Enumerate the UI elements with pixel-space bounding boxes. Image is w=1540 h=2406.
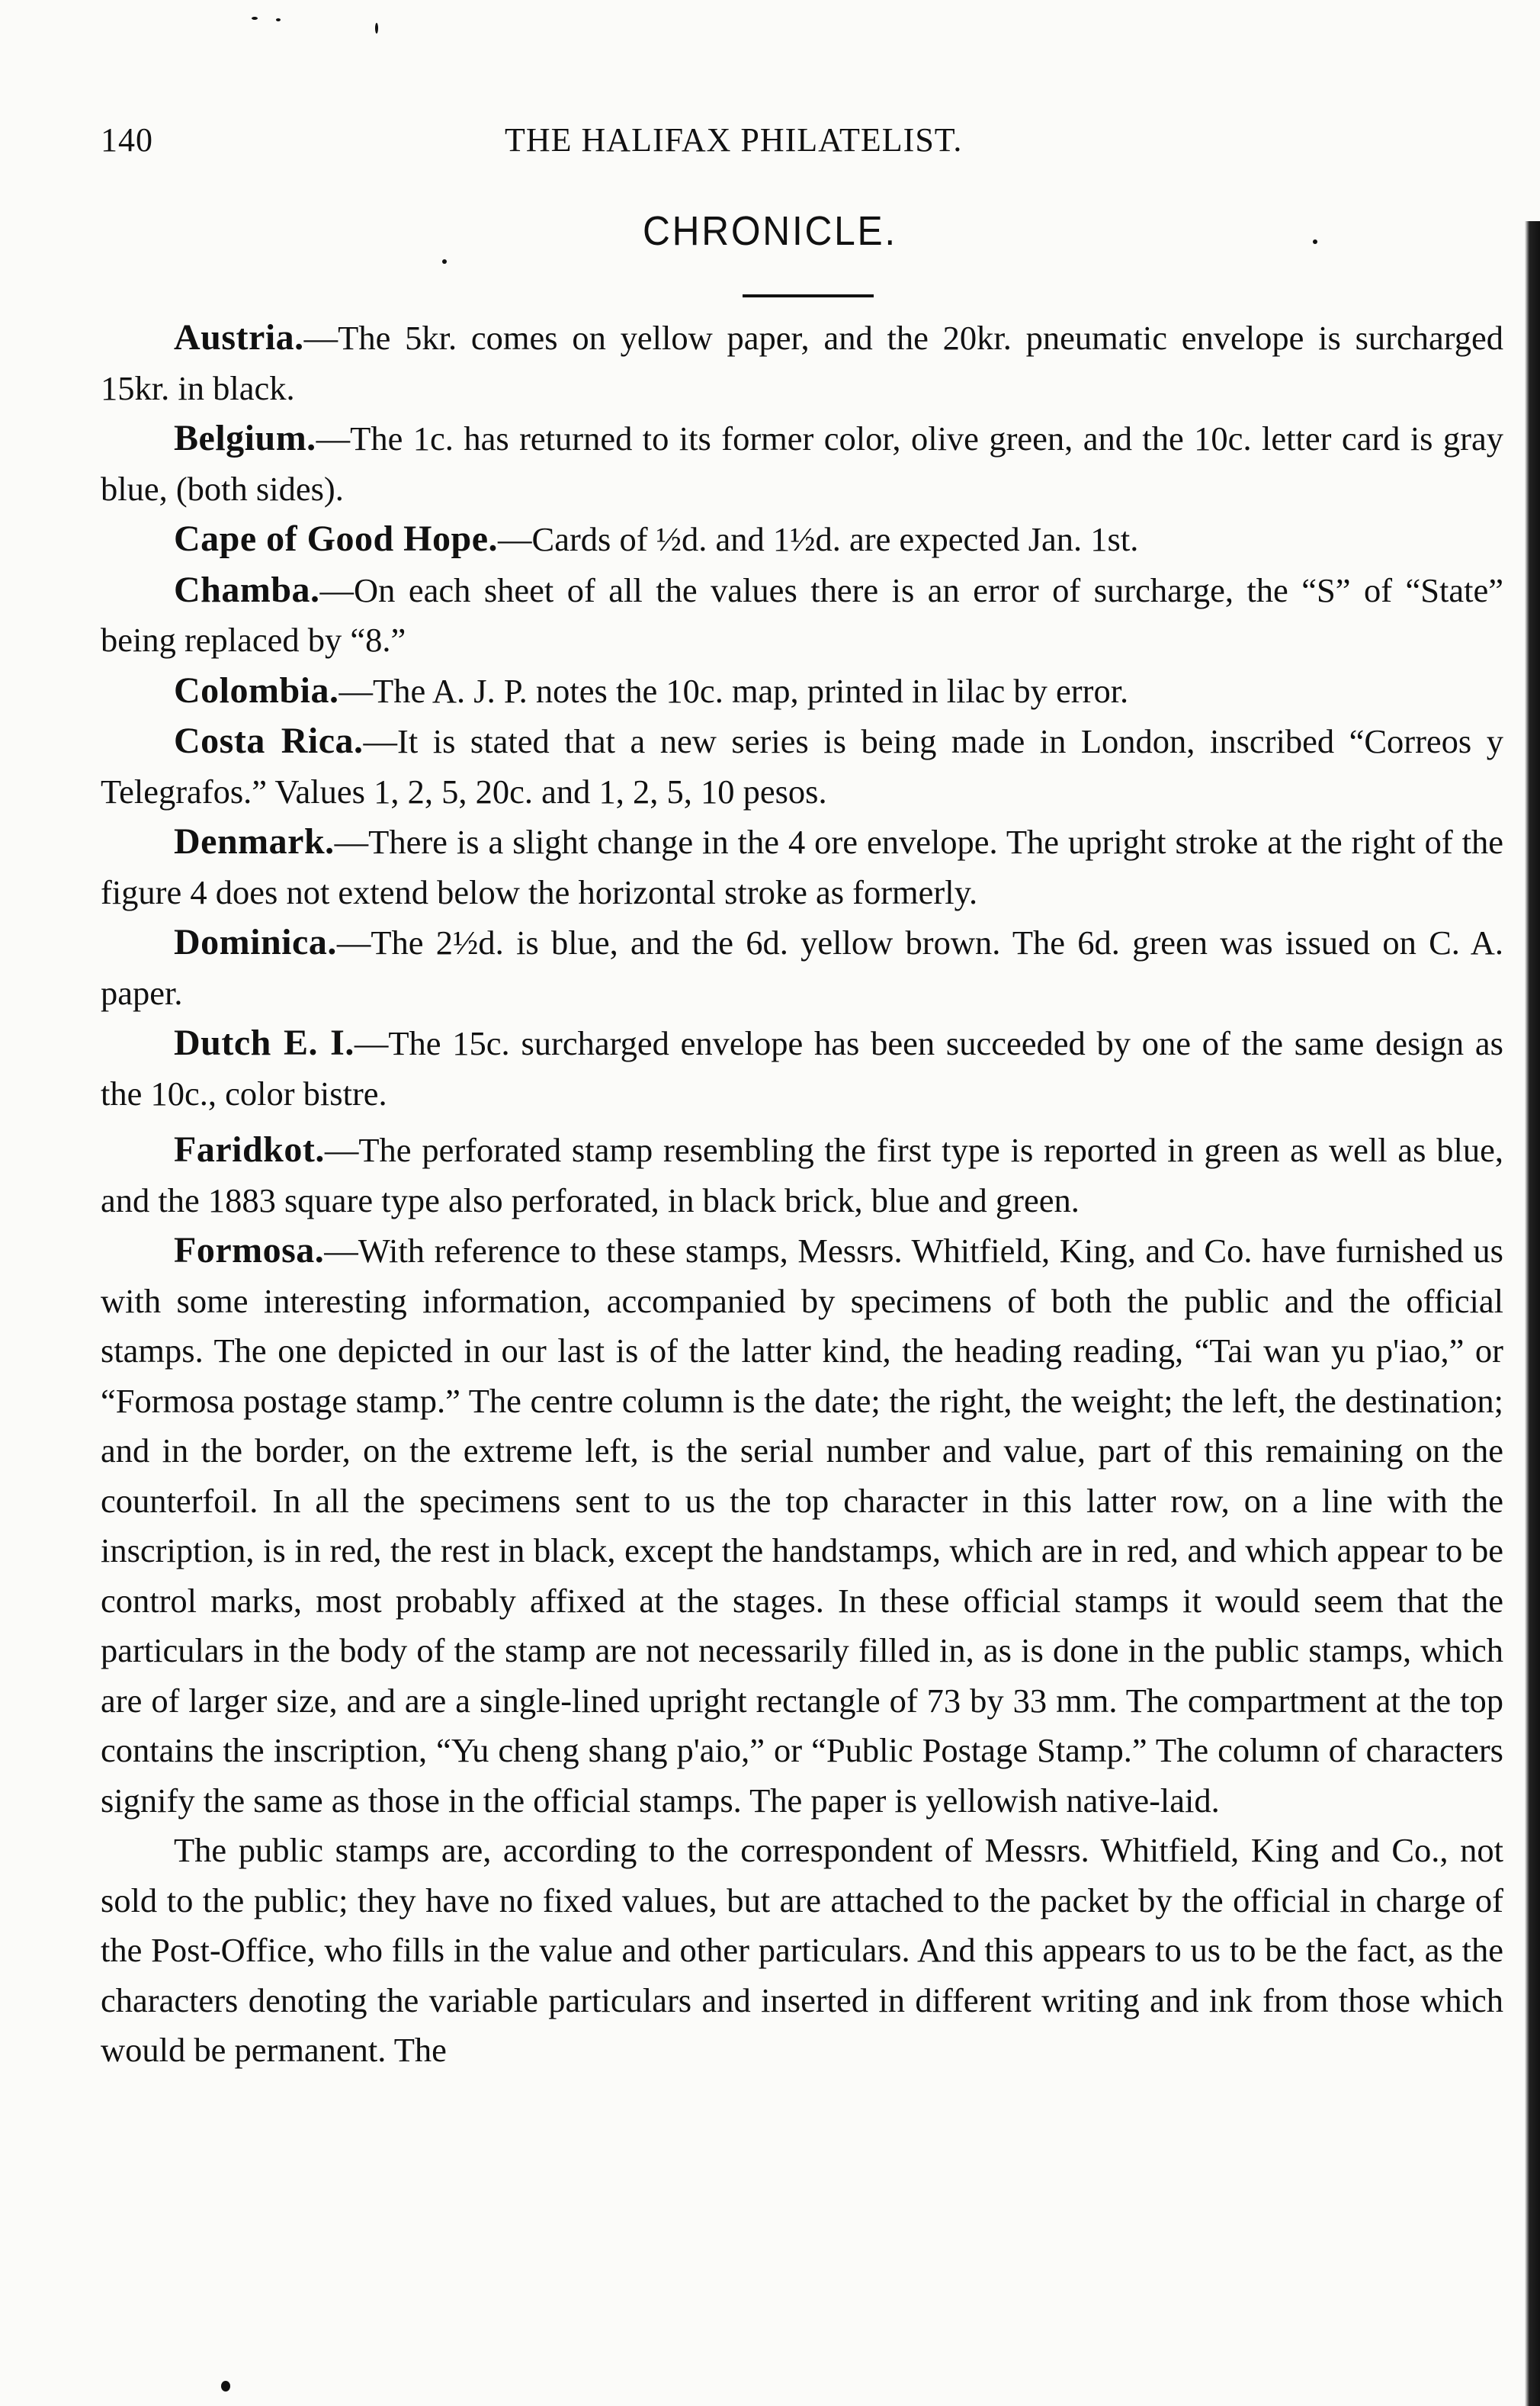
entry-cape-of-good-hope [101,514,1503,565]
entry-denmark [101,817,1503,917]
entry-text: —The 2½d. is blue, and the 6d. yellow brown. The 6d. green was issued on C. A. paper. [101,924,1503,1012]
country-heading: Denmark. [174,821,335,862]
print-speck [1313,239,1317,244]
page-header [101,120,1198,166]
entry-dutch-east-indies [101,1018,1503,1119]
country-heading: Chamba. [174,569,320,610]
country-heading: Colombia. [174,670,339,711]
entry-text: —It is stated that a new series is being made in London, inscribed “Correos y Telegrafos.” Values 1, 2, 5, 20c. and 1, 2, 5, 10 pesos. [101,722,1503,811]
page-edge-shadow [1525,221,1540,2406]
entry-text: —The 5kr. comes on yellow paper, and the 20kr. pneumatic envelope is surcharged 15kr. in black. [101,319,1503,407]
country-heading: Dominica. [174,922,337,962]
continuation-paragraph: The public stamps are, according to the correspondent of Messrs. Whitfield, King and Co., not sold to the public; they have no fixed values, but are attached to the packet by the official in charge of the Post-Office, who fills in the value and other particulars. And this appears to us to be the fact, as the characters denoting the variable particulars and inserted in different writing and ink from those which would be permanent. The [101,1831,1503,2069]
entry-text: —The perforated stamp resembling the first type is reported in green as well as blue, and the 1883 square type also perforated, in black brick, blue and green. [101,1131,1503,1219]
entry-text: —The 15c. surcharged envelope has been succeeded by one of the same design as the 10c., color bistre. [101,1024,1503,1113]
country-heading: Costa Rica. [174,721,364,761]
entry-text: —On each sheet of all the values there is an error of surcharge, the “S” of “State” being replaced by “8.” [101,570,1503,659]
page-number: 140 [101,121,153,159]
entry-formosa [101,1225,1503,1826]
print-speck [442,259,447,264]
entry-text: —The 1c. has returned to its former color, olive green, and the 10c. letter card is gray blue, (both sides). [101,419,1503,508]
entry-text: —With reference to these stamps, Messrs. Whitfield, King, and Co. have furnished us with some interesting information, accompanied by specimens of both the public and the official stamps. The one depicted in our last is of the latter kind, the heading reading, “Tai wan yu p'iao,” or “Formosa postage stamp.” The centre column is the date; the right, the weight; the left, the destination; and in the border, on the extreme left, is the serial number and value, part of this remaining on the counterfoil. In all the specimens sent to us the top character in this latter row, on a line with the inscription, is in red, the rest in black, except the handstamps, which are in red, and which appear to be control marks, most probably affixed at the stages. In these official stamps it would seem that the particulars in the body of the stamp are not necessarily filled in, as is done in the public stamps, which are of larger size, and are a single-lined upright rectangle of 73 by 33 mm. The compartment at the top contains the inscription, “Yu cheng shang p'aio,” or “Public Postage Stamp.” The column of characters signify the same as those in the official stamps. The paper is yellowish native-laid. [101,1232,1503,1820]
entry-text: —The A. J. P. notes the 10c. map, printed in lilac by error. [338,671,1129,710]
print-speck [252,17,258,20]
country-heading: Dutch E. I. [174,1023,355,1063]
entry-costa-rica [101,716,1503,817]
print-speck [375,23,378,34]
entry-chamba [101,565,1503,666]
entry-belgium [101,413,1503,514]
country-heading: Formosa. [174,1230,325,1270]
entry-dominica [101,917,1503,1018]
country-heading: Belgium. [174,418,316,458]
section-title: CHRONICLE. [642,208,897,254]
title-rule [743,294,874,297]
entry-text: —Cards of ½d. and 1½d. are expected Jan. 1st. [498,520,1139,558]
country-heading: Faridkot. [174,1129,325,1170]
running-title: THE HALIFAX PHILATELIST. [505,121,963,159]
print-speck [276,18,281,21]
country-heading: Austria. [174,317,304,358]
entry-text: —There is a slight change in the 4 ore envelope. The upright stroke at the right of the figure 4 does not extend below the horizontal stroke as formerly. [101,823,1503,911]
entry-colombia [101,666,1503,717]
chronicle-body [101,313,1503,2076]
entry-faridkot [101,1125,1503,1225]
country-heading: Cape of Good Hope. [174,519,499,559]
entry-austria [101,313,1503,413]
print-speck [221,2381,230,2392]
